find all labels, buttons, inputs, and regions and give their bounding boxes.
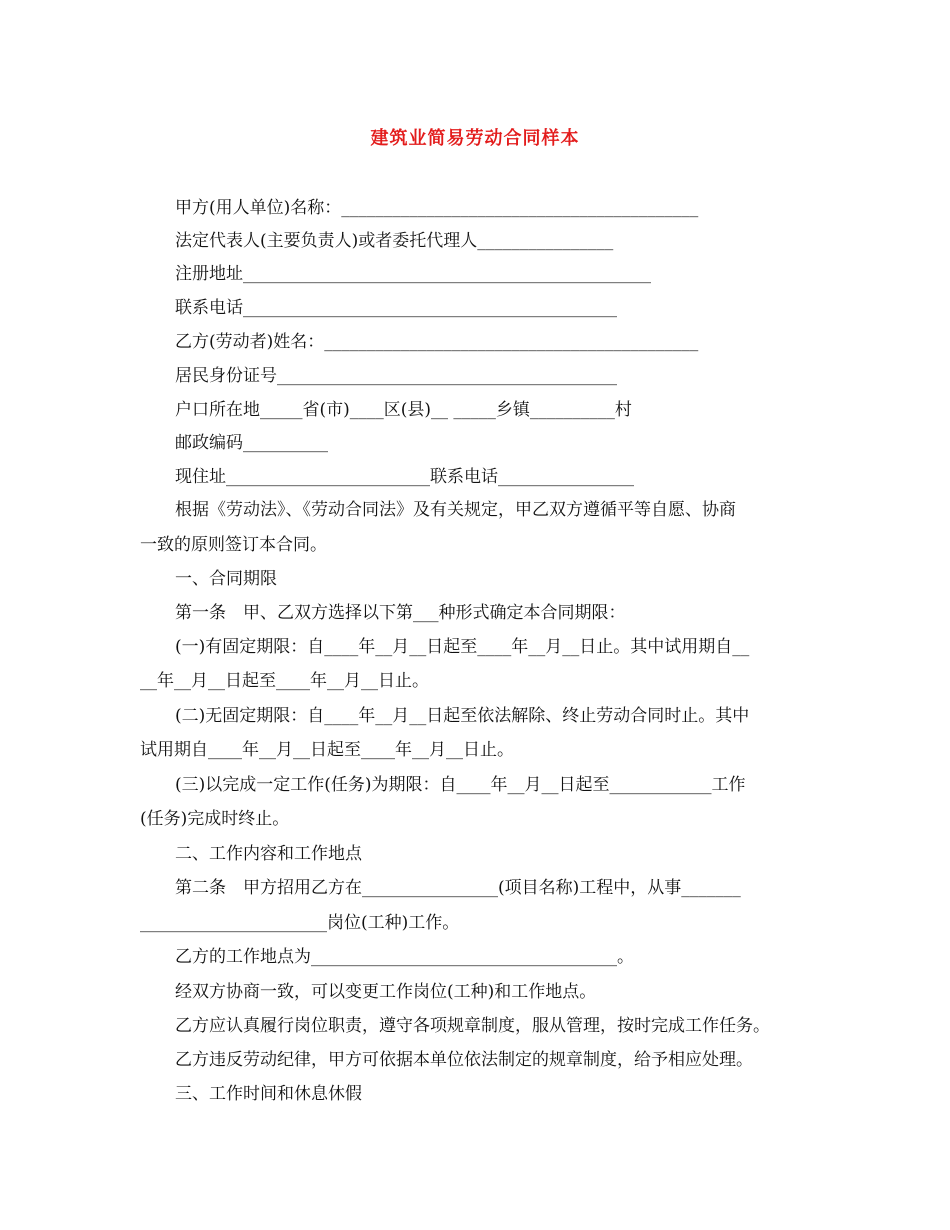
household-registration-field: 户口所在地_____省(市)____区(县)__ _____乡镇__________村 bbox=[175, 400, 632, 420]
duty-text: 乙方应认真履行岗位职责，遵守各项规章制度，服从管理，按时完成工作任务。 bbox=[175, 1016, 770, 1036]
current-address-field: 现住址________________________联系电话________________ bbox=[175, 467, 634, 487]
work-location-field: 乙方的工作地点为____________________________________。 bbox=[175, 947, 634, 967]
postal-code-field: 邮政编码__________ bbox=[175, 433, 328, 453]
article-1: 第一条 甲、乙双方选择以下第___种形式确定本合同期限： bbox=[175, 603, 626, 623]
option-2-line-1: (二)无固定期限：自____年__月__日起至依法解除、终止劳动合同时止。其中 bbox=[175, 706, 750, 726]
party-a-phone-field: 联系电话____________________________________________ bbox=[175, 298, 617, 318]
option-3-line-2: (任务)完成时终止。 bbox=[140, 809, 290, 829]
option-3-line-1: (三)以完成一定工作(任务)为期限：自____年__月__日起至____________工作 bbox=[175, 775, 746, 795]
id-number-field: 居民身份证号________________________________________ bbox=[175, 366, 617, 386]
change-agreement-text: 经双方协商一致，可以变更工作岗位(工种)和工作地点。 bbox=[175, 982, 597, 1002]
section-2-heading: 二、工作内容和工作地点 bbox=[175, 844, 362, 864]
article-2-line-1: 第二条 甲方招用乙方在________________(项目名称)工程中，从事_______ bbox=[175, 878, 741, 898]
section-1-heading: 一、合同期限 bbox=[175, 569, 277, 589]
option-1-line-2: __年__月__日起至____年__月__日止。 bbox=[140, 671, 429, 691]
section-3-heading: 三、工作时间和休息休假 bbox=[175, 1084, 362, 1104]
preamble-line-1: 根据《劳动法》、《劳动合同法》及有关规定，甲乙双方遵循平等自愿、协商 bbox=[175, 500, 736, 520]
registered-address-field: 注册地址________________________________________________ bbox=[175, 264, 651, 284]
option-1-line-1: (一)有固定期限：自____年__月__日起至____年__月__日止。其中试用期自__ bbox=[175, 637, 750, 657]
legal-representative-field: 法定代表人(主要负责人)或者委托代理人________________ bbox=[175, 231, 614, 251]
discipline-text: 乙方违反劳动纪律，甲方可依据本单位依法制定的规章制度，给予相应处理。 bbox=[175, 1050, 753, 1070]
document-title: 建筑业简易劳动合同样本 bbox=[370, 128, 580, 149]
preamble-line-2: 一致的原则签订本合同。 bbox=[140, 535, 327, 555]
party-a-name-field: 甲方(用人单位)名称：__________________________________________ bbox=[175, 198, 699, 218]
party-b-name-field: 乙方(劳动者)姓名：____________________________________________ bbox=[175, 332, 699, 352]
option-2-line-2: 试用期自____年__月__日起至____年__月__日止。 bbox=[140, 740, 514, 760]
article-2-line-2: ______________________岗位(工种)工作。 bbox=[140, 913, 460, 933]
